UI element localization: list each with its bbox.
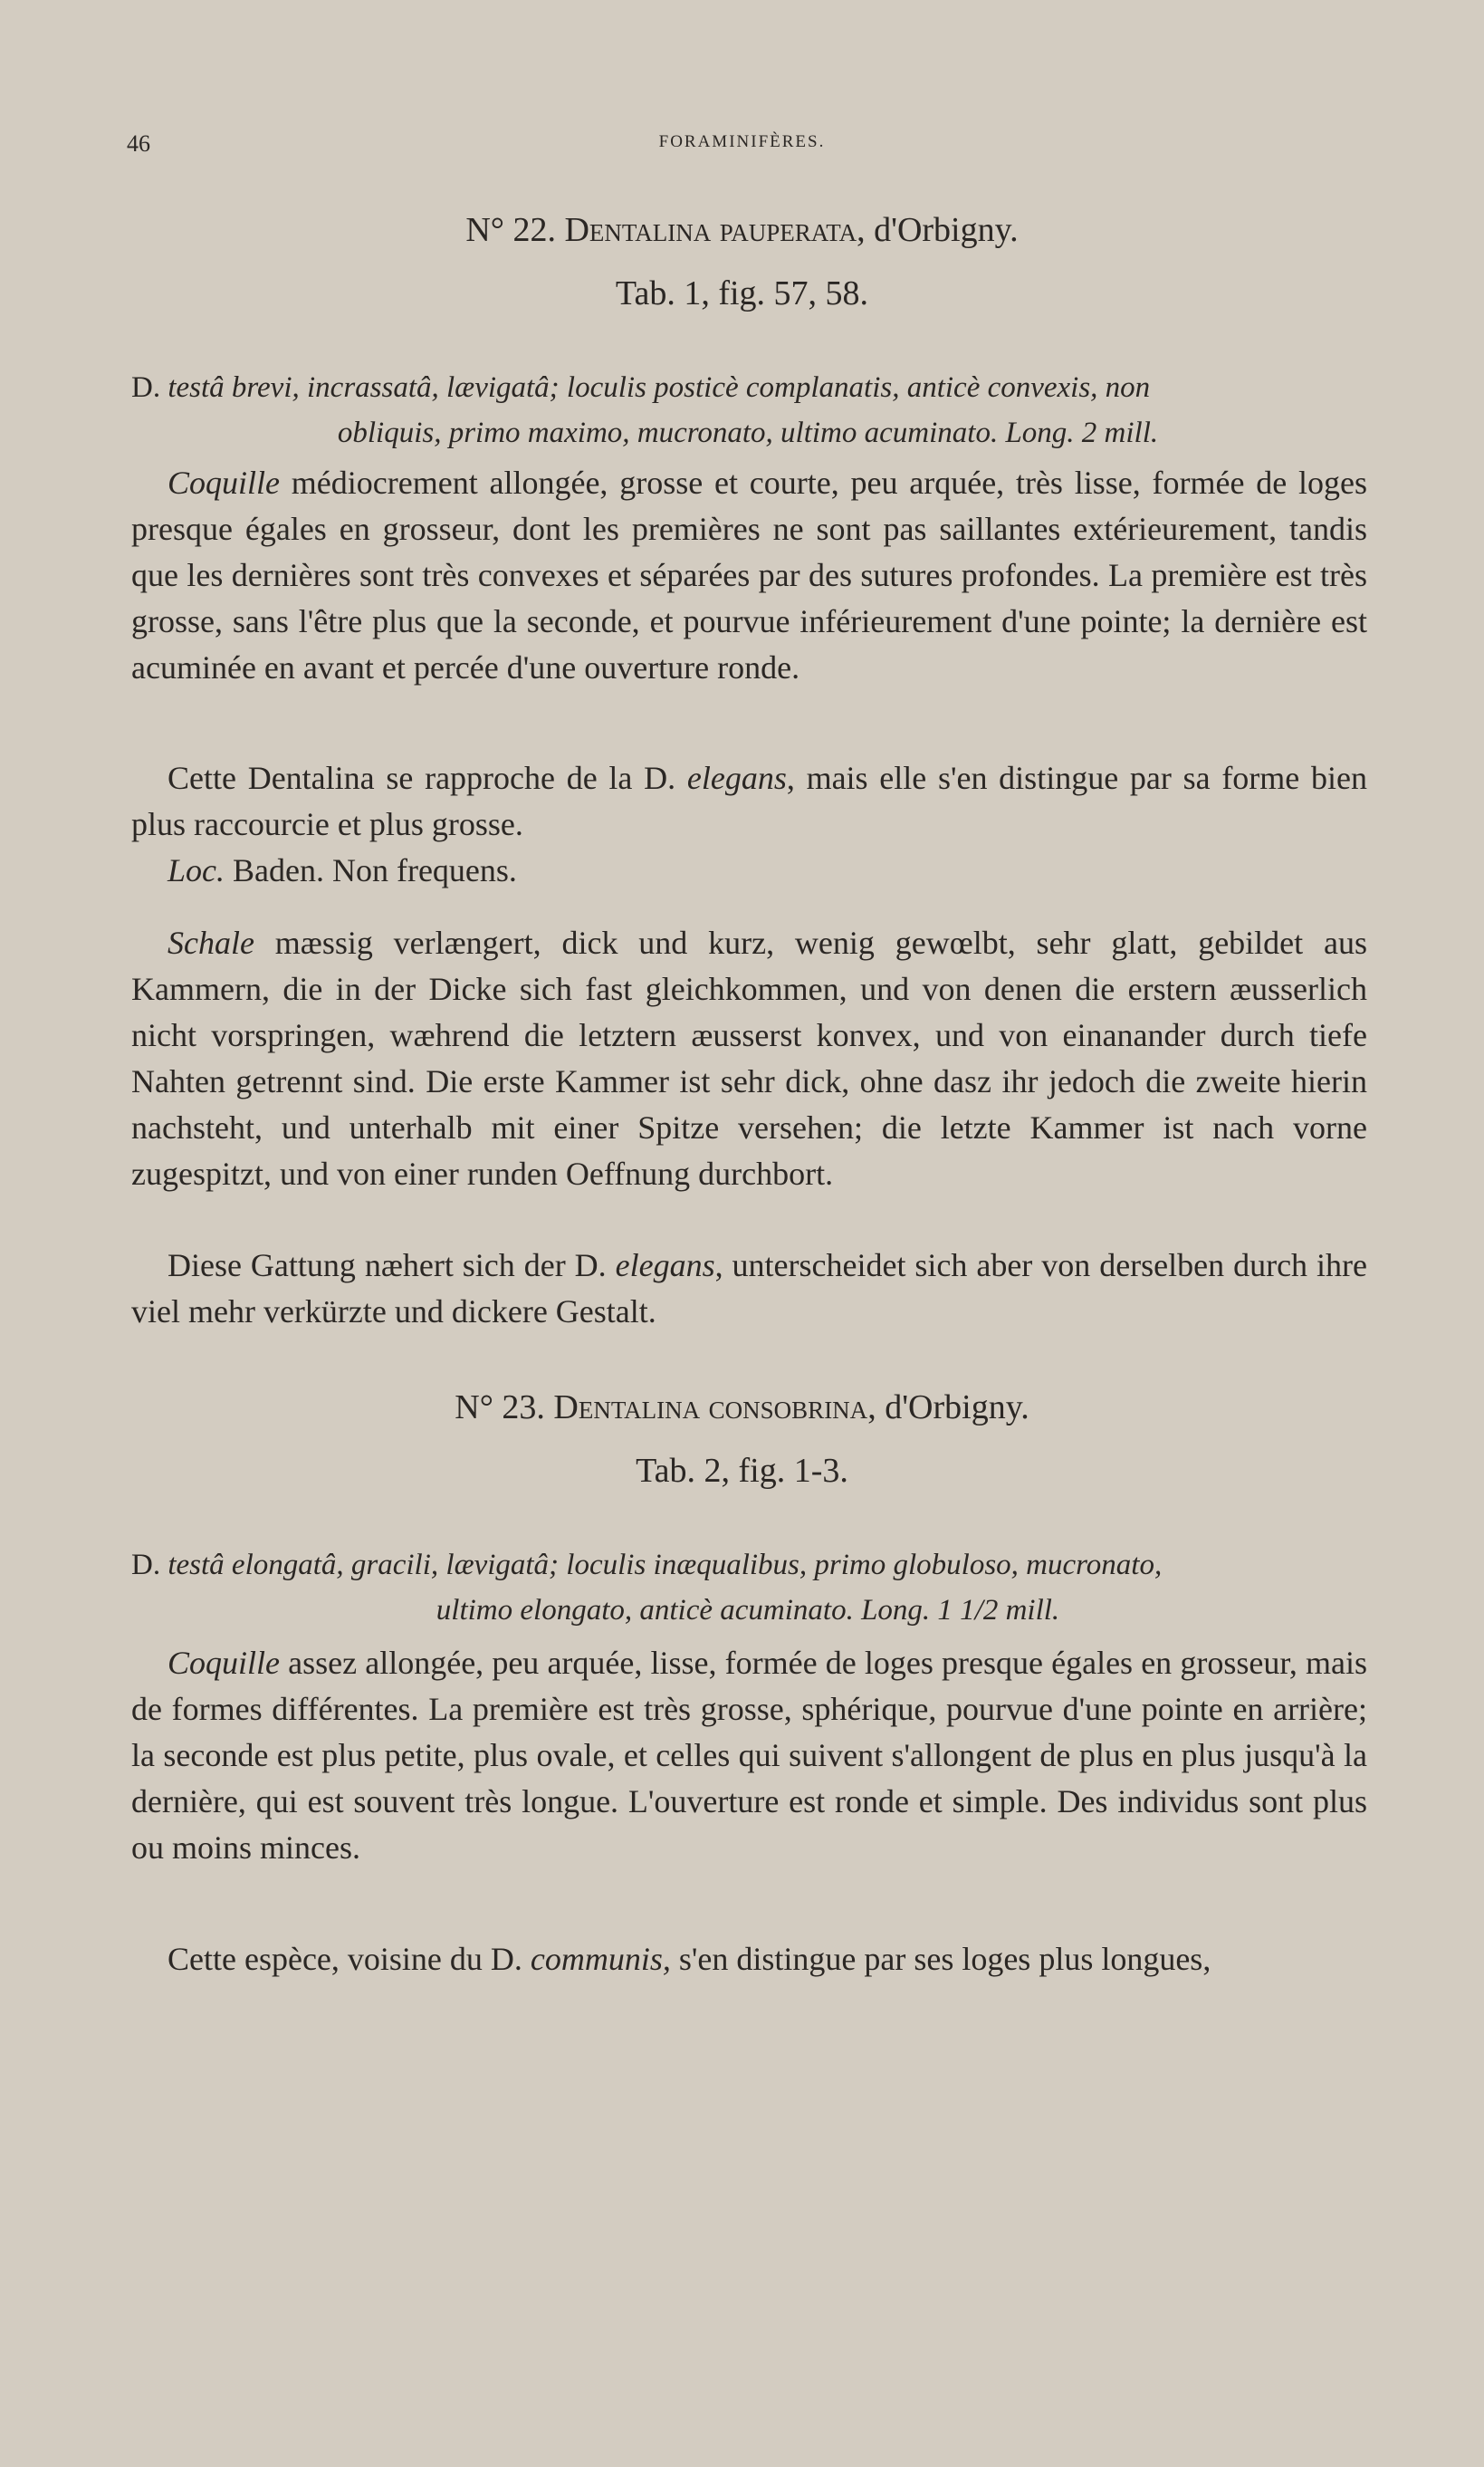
species-23-french-comparison [131,1936,1367,1982]
species-number: N° 22. [465,211,556,249]
species-22-locality [131,848,1367,894]
species-number: N° 23. [455,1388,545,1426]
species-22-french-comparison [131,755,1367,848]
species-23-diagnosis [131,1542,1364,1633]
diagnosis-line-1: testâ elongatâ, gracili, lævigatâ; loculis inæqualibus, primo globuloso, mucronato, [168,1549,1163,1581]
species-23-plate: Tab. 2, fig. 1-3. [636,1452,848,1490]
species-22-plate: Tab. 1, fig. 57, 58. [615,274,869,312]
comparison-text: s'en distingue par ses loges plus longues, [670,1941,1211,1977]
lead-word: Coquille [168,465,280,501]
description-text: assez allongée, peu arquée, lisse, formée de loges presque égales en grosseur, mais de formes différentes. La première est très grosse, sphérique, pourvue d'une pointe en arrière; la seconde est plus petite, plus ovale, et celles qui suivent s'allongent de plus en plus jusqu'à la dernière, qui est souvent très longue. L'ouverture est ronde et simple. Des individus sont plus ou moins minces. [131,1645,1367,1866]
comparison-text: Cette Dentalina se rapproche de la D. [168,760,687,796]
species-23-heading [0,1387,1484,1427]
page-number: 46 [127,130,150,157]
compared-species: elegans [615,1247,715,1283]
species-22-heading [0,210,1484,250]
running-title: FORAMINIFÈRES. [658,132,826,151]
species-22-german-comparison [131,1243,1367,1335]
lead-word: Coquille [168,1645,280,1681]
species-22-german-description [131,920,1367,1197]
locality-label: Loc. [168,852,225,888]
compared-species: elegans [686,760,787,796]
locality-text: Baden. Non frequens. [225,852,517,888]
lead-word: Schale [168,925,254,961]
species-23-french-description [131,1640,1367,1871]
species-name: consobrina [708,1388,868,1426]
species-22-diagnosis [131,365,1364,456]
diagnosis-genus: D. [131,1549,161,1581]
genus-name: Dentalina [564,211,712,249]
comparison-text: , unterscheidet sich aber von derselben durch ihre viel mehr verkürzte und dickere Gestalt. [131,1247,1367,1329]
description-text: médiocrement allongée, grosse et courte, peu arquée, très lisse, formée de loges presque égales en grosseur, dont les premières ne sont pas saillantes extérieurement, tandis que les dernières sont très convexes et séparées par des sutures profondes. La première est très grosse, sans l'être plus que la seconde, et pourvue inférieurement d'une pointe; la dernière est acuminée en avant et percée d'une ouverture ronde. [131,465,1367,686]
diagnosis-genus: D. [131,371,161,404]
diagnosis-line-1: testâ brevi, incrassatâ, lævigatâ; loculis posticè complanatis, anticè convexis, non [168,371,1151,404]
author: , d'Orbigny. [867,1388,1029,1426]
diagnosis-line-2: ultimo elongato, anticè acuminato. Long. 1 1/2 mill. [436,1594,1060,1627]
diagnosis-line-2: obliquis, primo maximo, mucronato, ultimo acuminato. Long. 2 mill. [337,417,1159,449]
comparison-text: Diese Gattung næhert sich der D. [168,1247,616,1283]
author: , d'Orbigny. [857,211,1019,249]
running-head [0,130,1484,163]
species-22-french-description [131,460,1367,691]
genus-name: Dentalina [553,1388,701,1426]
description-text: mæssig verlængert, dick und kurz, wenig gewœlbt, sehr glatt, gebildet aus Kammern, die in der Dicke sich fast gleichkommen, und von denen die erstern æusserlich nicht vorspringen, wæhrend die letztern æusserst konvex, und von einanander durch tiefe Nahten getrennt sind. Die erste Kammer ist sehr dick, ohne dasz ihr jedoch die zweite hierin nachsteht, und unterhalb mit einer Spitze versehen; die letzte Kammer ist nach vorne zugespitzt, und von einer runden Oeffnung durchbort. [131,925,1367,1192]
compared-species: communis, [530,1941,671,1977]
comparison-text: , mais elle s'en distingue par sa forme bien plus raccourcie et plus grosse. [131,760,1367,842]
comparison-text: Cette espèce, voisine du D. [168,1941,531,1977]
species-name: pauperata [719,211,857,249]
